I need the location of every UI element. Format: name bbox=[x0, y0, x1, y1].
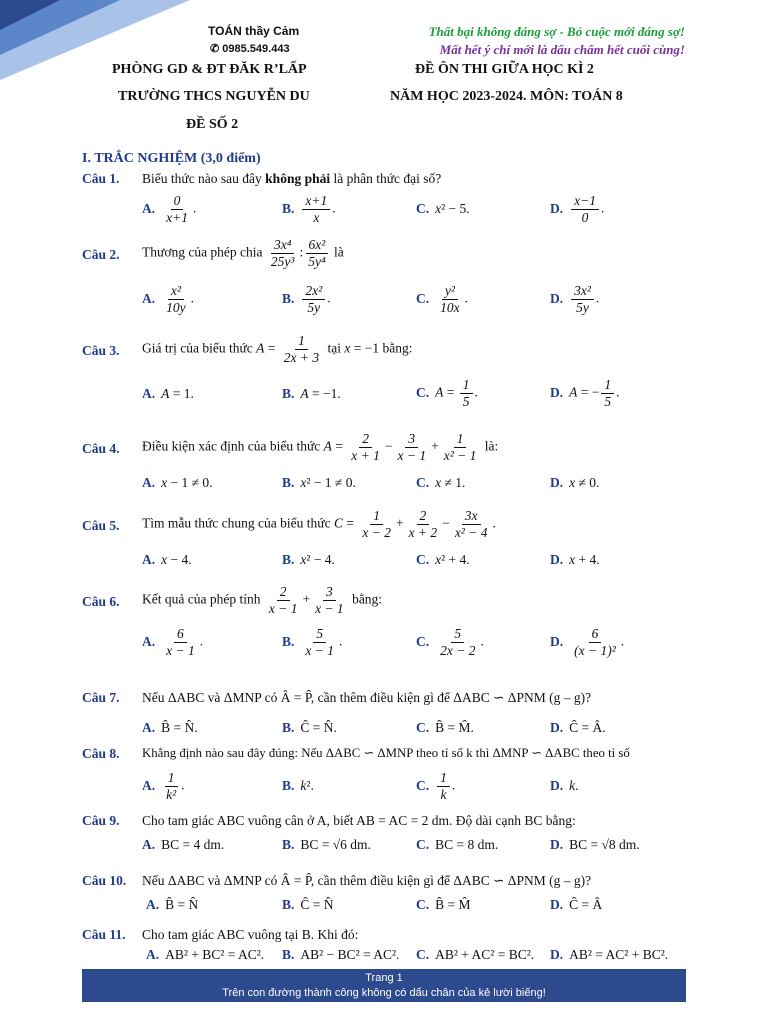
option-b[interactable]: B. BC = √6 dm. bbox=[282, 837, 371, 852]
question-label: Câu 10. bbox=[82, 873, 127, 888]
option-d[interactable]: D. $\frac{\text{3x²}}{5y}$ . bbox=[550, 283, 600, 315]
question-text: Nếu ΔABC và ΔMNP có Â = P̂, cần thêm điều kiện gì để ΔABC ∽ ΔPNM (g – g)? bbox=[142, 690, 592, 705]
question-text: Điều kiện xác định của biểu thức A = $\frac{2}{x + 1}$ − $\frac{3}{x - 1}$ + $\frac{1}{\text{x² − 1}}$ là: bbox=[142, 431, 499, 463]
option-a[interactable]: A. B̂ = N̂ bbox=[146, 897, 199, 912]
option-b[interactable]: B. $\frac{5}{x - 1}$ . bbox=[282, 626, 343, 658]
option-c[interactable]: C. BC = 8 dm. bbox=[416, 837, 499, 852]
option-d[interactable]: D. $\frac{6}{\text{(x − 1)²}}$ . bbox=[550, 626, 625, 658]
option-d[interactable]: D. $\frac{x-1}{0}$ . bbox=[550, 193, 605, 225]
option-c[interactable]: C. AB² + AC² = BC². bbox=[416, 947, 535, 962]
question-text: Biểu thức nào sau đây không phải là phân thức đại số? bbox=[142, 171, 442, 186]
option-a[interactable]: A. AB² + BC² = AC². bbox=[146, 947, 265, 962]
option-b[interactable]: B. $\frac{x+1}{x}$ . bbox=[282, 193, 336, 225]
option-d[interactable]: D. BC = √8 dm. bbox=[550, 837, 640, 852]
question-text: Kết quả của phép tính $\frac{2}{x - 1}$ + $\frac{3}{x - 1}$ bằng: bbox=[142, 584, 383, 616]
option-d[interactable]: D. AB² = AC² + BC². bbox=[550, 947, 669, 962]
option-c[interactable]: C. $\frac{1}{k}$ . bbox=[416, 770, 456, 802]
option-d[interactable]: D. k. bbox=[550, 778, 579, 793]
question-text: Nếu ΔABC và ΔMNP có Â = P̂, cần thêm điều kiện gì để ΔABC ∽ ΔPNM (g – g)? bbox=[142, 873, 592, 888]
option-b[interactable]: B. $\frac{\text{2x²}}{5y}$ . bbox=[282, 283, 331, 315]
question-label: Câu 11. bbox=[82, 927, 126, 942]
motto-line-1: Thất bại không đáng sợ - Bỏ cuộc mới đáng sợ! bbox=[428, 24, 685, 39]
page-number: Trang 1 bbox=[365, 972, 403, 984]
exam-number: ĐỀ SỐ 2 bbox=[186, 117, 239, 132]
question-label: Câu 6. bbox=[82, 594, 120, 609]
option-b[interactable]: B. Ĉ = N̂ bbox=[282, 897, 334, 912]
question-text: Cho tam giác ABC vuông tại B. Khi đó: bbox=[142, 927, 359, 942]
option-b[interactable]: B. x² − 1 ≠ 0. bbox=[282, 475, 356, 490]
option-a[interactable]: A. x − 1 ≠ 0. bbox=[142, 475, 213, 490]
option-a[interactable]: A. $\frac{0}{x+1}$ . bbox=[142, 193, 197, 225]
question-label: Câu 2. bbox=[82, 247, 120, 262]
option-c[interactable]: C. B̂ = M̂. bbox=[416, 720, 474, 735]
author-phone bbox=[210, 42, 290, 55]
option-b[interactable]: B. k². bbox=[282, 778, 314, 793]
question-text: Thương của phép chia $\frac{\text{3x⁴}}{\text{25y³}}$ : $\frac{\text{6x²}}{\text{5y⁴}}$ là bbox=[142, 237, 344, 269]
phone-icon: ✆ bbox=[210, 43, 223, 55]
page-footer bbox=[82, 969, 686, 1002]
option-b[interactable]: B. Ĉ = N̂. bbox=[282, 720, 337, 735]
question-label: Câu 4. bbox=[82, 441, 120, 456]
question-label: Câu 5. bbox=[82, 518, 120, 533]
school-name: TRƯỜNG THCS NGUYỄN DU bbox=[118, 89, 310, 104]
question-label: Câu 1. bbox=[82, 171, 120, 186]
option-b[interactable]: B. AB² − BC² = AC². bbox=[282, 947, 400, 962]
option-c[interactable]: C. x ≠ 1. bbox=[416, 475, 466, 490]
option-d[interactable]: D. Ĉ = Â. bbox=[550, 720, 606, 735]
footer-quote: Trên con đường thành công không có dấu chân của kẻ lười biếng! bbox=[222, 987, 546, 999]
department-name: PHÒNG GD & ĐT ĐĂK R’LẤP bbox=[112, 62, 307, 77]
option-a[interactable]: A. $\frac{\text{x²}}{10y}$ . bbox=[142, 283, 194, 315]
exam-title: ĐỀ ÔN THI GIỮA HỌC KÌ 2 bbox=[415, 62, 594, 77]
option-c[interactable]: C. $\frac{\text{y²}}{10x}$ . bbox=[416, 283, 468, 315]
option-d[interactable]: D. A = − $\frac{1}{5}$ . bbox=[550, 377, 620, 409]
option-c[interactable]: C. x² + 4. bbox=[416, 552, 470, 567]
option-a[interactable]: A. BC = 4 dm. bbox=[142, 837, 225, 852]
author-name: TOÁN thầy Cảm bbox=[208, 24, 300, 38]
question-text: Tìm mẫu thức chung của biểu thức C = $\frac{1}{x - 2}$ + $\frac{2}{x + 2}$ − $\frac{3x}{\text{x² − 4}}$ . bbox=[142, 508, 496, 540]
option-d[interactable]: D. x + 4. bbox=[550, 552, 600, 567]
question-label: Câu 8. bbox=[82, 746, 120, 761]
option-c[interactable]: C. $\frac{5}{2x - 2}$ . bbox=[416, 626, 484, 658]
question-text: Khẳng định nào sau đây đúng: Nếu ΔABC ∽ ΔMNP theo tỉ số k thì ΔMNP ∽ ΔABC theo tỉ số bbox=[142, 746, 630, 760]
option-b[interactable]: B. A = −1. bbox=[282, 386, 341, 401]
option-a[interactable]: A. $\frac{6}{x - 1}$ . bbox=[142, 626, 204, 658]
option-d[interactable]: D. x ≠ 0. bbox=[550, 475, 600, 490]
option-a[interactable]: A. x − 4. bbox=[142, 552, 192, 567]
option-a[interactable]: A. $\frac{1}{\text{k²}}$ . bbox=[142, 770, 185, 802]
option-c[interactable]: C. x² − 5. bbox=[416, 201, 470, 216]
question-text: Cho tam giác ABC vuông cân ở A, biết AB = AC = 2 dm. Độ dài cạnh BC bằng: bbox=[142, 813, 576, 828]
question-text: Giá trị của biểu thức A = $\frac{1}{2x + 3}$ tại x = −1 bằng: bbox=[142, 333, 413, 365]
motto-line-2: Mất hết ý chí mới là dấu chấm hết cuối cùng! bbox=[439, 42, 685, 57]
option-a[interactable]: A. A = 1. bbox=[142, 386, 194, 401]
option-c[interactable]: C. A = $\frac{1}{5}$ . bbox=[416, 377, 478, 409]
question-label: Câu 9. bbox=[82, 813, 120, 828]
section-title: I. TRẮC NGHIỆM (3,0 điểm) bbox=[82, 151, 261, 166]
question-label: Câu 3. bbox=[82, 343, 120, 358]
question-label: Câu 7. bbox=[82, 690, 120, 705]
option-a[interactable]: A. B̂ = N̂. bbox=[142, 720, 198, 735]
phone-number: 0985.549.443 bbox=[222, 43, 290, 55]
option-b[interactable]: B. x² − 4. bbox=[282, 552, 335, 567]
option-d[interactable]: D. Ĉ = Â bbox=[550, 897, 603, 912]
exam-year-subject: NĂM HỌC 2023-2024. MÔN: TOÁN 8 bbox=[390, 89, 623, 104]
option-c[interactable]: C. B̂ = M̂ bbox=[416, 897, 471, 912]
